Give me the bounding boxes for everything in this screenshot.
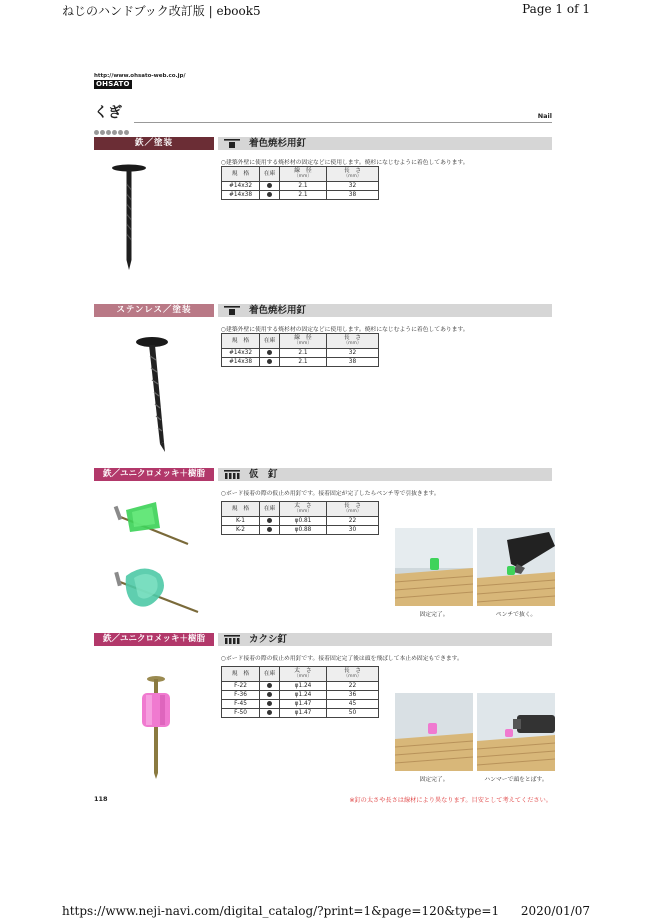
- k2-photo: [98, 556, 214, 622]
- page-number: 118: [94, 795, 108, 803]
- table-row: F-50 φ1.47 50: [222, 709, 379, 718]
- header-stock: 在庫: [260, 334, 280, 349]
- in-stock-dot-icon: [267, 710, 272, 715]
- table-row: K-2 φ0.88 30: [222, 526, 379, 535]
- in-stock-dot-icon: [267, 701, 272, 706]
- header-length: 長 さ （mm）: [327, 334, 379, 349]
- in-stock-dot-icon: [267, 359, 272, 364]
- product-section-3: [94, 468, 552, 623]
- product-description: ○ボード接着の際の仮止め用釘です。接着固定が完了したらペンチ等で引抜きます。: [221, 491, 440, 497]
- category-rule: [134, 122, 552, 123]
- caption-fixed: 固定完了。: [419, 777, 449, 783]
- material-tag: 鉄／ユニクロメッキ＋樹脂: [94, 468, 214, 481]
- print-footer: [0, 902, 650, 919]
- category-title: くぎ: [94, 105, 122, 121]
- print-header-page: Page 1 of 1: [522, 2, 590, 16]
- caption-fixed: 固定完了。: [419, 612, 449, 618]
- product-name: 着色焼杉用釘: [249, 305, 307, 316]
- product-section-4: [94, 633, 552, 783]
- caption-hammer: ハンマーで頭をとばす。: [484, 777, 548, 783]
- black-nail-image: [104, 164, 154, 272]
- nail-head-icon: [224, 139, 240, 148]
- product-name-bar: [218, 468, 552, 481]
- header-length: 長 さ （mm）: [327, 667, 379, 682]
- k1-photo: [98, 488, 214, 550]
- caption-pliers: ペンチで抜く。: [495, 612, 537, 618]
- table-row: #14x32 2.1 32: [222, 182, 379, 191]
- header-stock: 在庫: [260, 167, 280, 182]
- print-footer-url: https://www.neji-navi.com/digital_catalog/?print=1&page=120&type=1: [62, 904, 500, 918]
- nail-set-icon: [224, 470, 240, 479]
- product-name: 着色焼杉用釘: [249, 138, 307, 149]
- table-row: #14x38 2.1 38: [222, 191, 379, 200]
- in-stock-dot-icon: [267, 350, 272, 355]
- brand-url: http://www.ohsato-web.co.jp/: [94, 73, 186, 79]
- kakushi-nail-photo: [98, 655, 214, 781]
- print-header-title: ねじのハンドブック改訂版 | ebook5: [62, 4, 261, 18]
- table-row: F-22 φ1.24 22: [222, 682, 379, 691]
- product-name: カクシ釘: [249, 634, 288, 645]
- table-row: K-1 φ0.81 22: [222, 517, 379, 526]
- in-stock-dot-icon: [267, 183, 272, 188]
- header-stock: 在庫: [260, 502, 280, 517]
- print-header: [0, 0, 650, 18]
- fixed-complete-photo: [395, 693, 473, 771]
- header-spec: 規 格: [222, 167, 260, 182]
- print-footer-date: 2020/01/07: [520, 904, 590, 918]
- nail-set-icon: [224, 635, 240, 644]
- header-stock: 在庫: [260, 667, 280, 682]
- product-name-bar: [218, 137, 552, 150]
- header-length: 長 さ （mm）: [327, 502, 379, 517]
- footnote: ※釘の太さや長さは線材により異なります。目安として考えてください。: [349, 797, 552, 804]
- spec-table: [221, 333, 379, 367]
- table-row: #14x38 2.1 38: [222, 358, 379, 367]
- header-spec: 規 格: [222, 334, 260, 349]
- product-name-bar: [218, 304, 552, 317]
- category-title-en: Nail: [537, 112, 552, 120]
- product-section-1: [94, 137, 552, 287]
- in-stock-dot-icon: [267, 518, 272, 523]
- pull-with-pliers-photo: [477, 528, 555, 606]
- header-thickness: 太 さ （mm）: [280, 502, 327, 517]
- material-tag: ステンレス／塗装: [94, 304, 214, 317]
- nail-head-icon: [224, 306, 240, 315]
- table-row: F-45 φ1.47 45: [222, 700, 379, 709]
- in-stock-dot-icon: [267, 692, 272, 697]
- product-name-bar: [218, 633, 552, 646]
- product-description: ○建築外壁に使用する焼杉材の固定などに使用します。焼杉になじむように着色してあります。: [221, 160, 469, 166]
- product-description: ○建築外壁に使用する焼杉材の固定などに使用します。焼杉になじむように着色してあります。: [221, 327, 469, 333]
- material-tag: 鉄／塗装: [94, 137, 214, 150]
- header-thickness: 太 さ （mm）: [280, 667, 327, 682]
- header-length: 長 さ （mm）: [327, 167, 379, 182]
- in-stock-dot-icon: [267, 683, 272, 688]
- spec-table: [221, 666, 379, 718]
- stainless-black-nail-image: [124, 336, 184, 456]
- product-name: 仮 釘: [249, 469, 278, 480]
- header-spec: 規 格: [222, 502, 260, 517]
- header-wire-dia: 線 径 （mm）: [280, 167, 327, 182]
- spec-table: [221, 501, 379, 535]
- table-row: F-36 φ1.24 36: [222, 691, 379, 700]
- in-stock-dot-icon: [267, 192, 272, 197]
- header-spec: 規 格: [222, 667, 260, 682]
- header-wire-dia: 線 径 （mm）: [280, 334, 327, 349]
- spec-table: [221, 166, 379, 200]
- material-tag: 鉄／ユニクロメッキ＋樹脂: [94, 633, 214, 646]
- product-description: ○ボード接着の際の仮止め用釘です。接着固定完了後は頭を飛ばして本止め固定もできます。: [221, 656, 463, 662]
- hammer-off-head-photo: [477, 693, 555, 771]
- product-section-2: [94, 304, 552, 454]
- brand-logo: OHSATO: [96, 80, 130, 88]
- category-dots-decoration: [94, 120, 134, 127]
- table-row: #14x32 2.1 32: [222, 349, 379, 358]
- fixed-complete-photo: [395, 528, 473, 606]
- in-stock-dot-icon: [267, 527, 272, 532]
